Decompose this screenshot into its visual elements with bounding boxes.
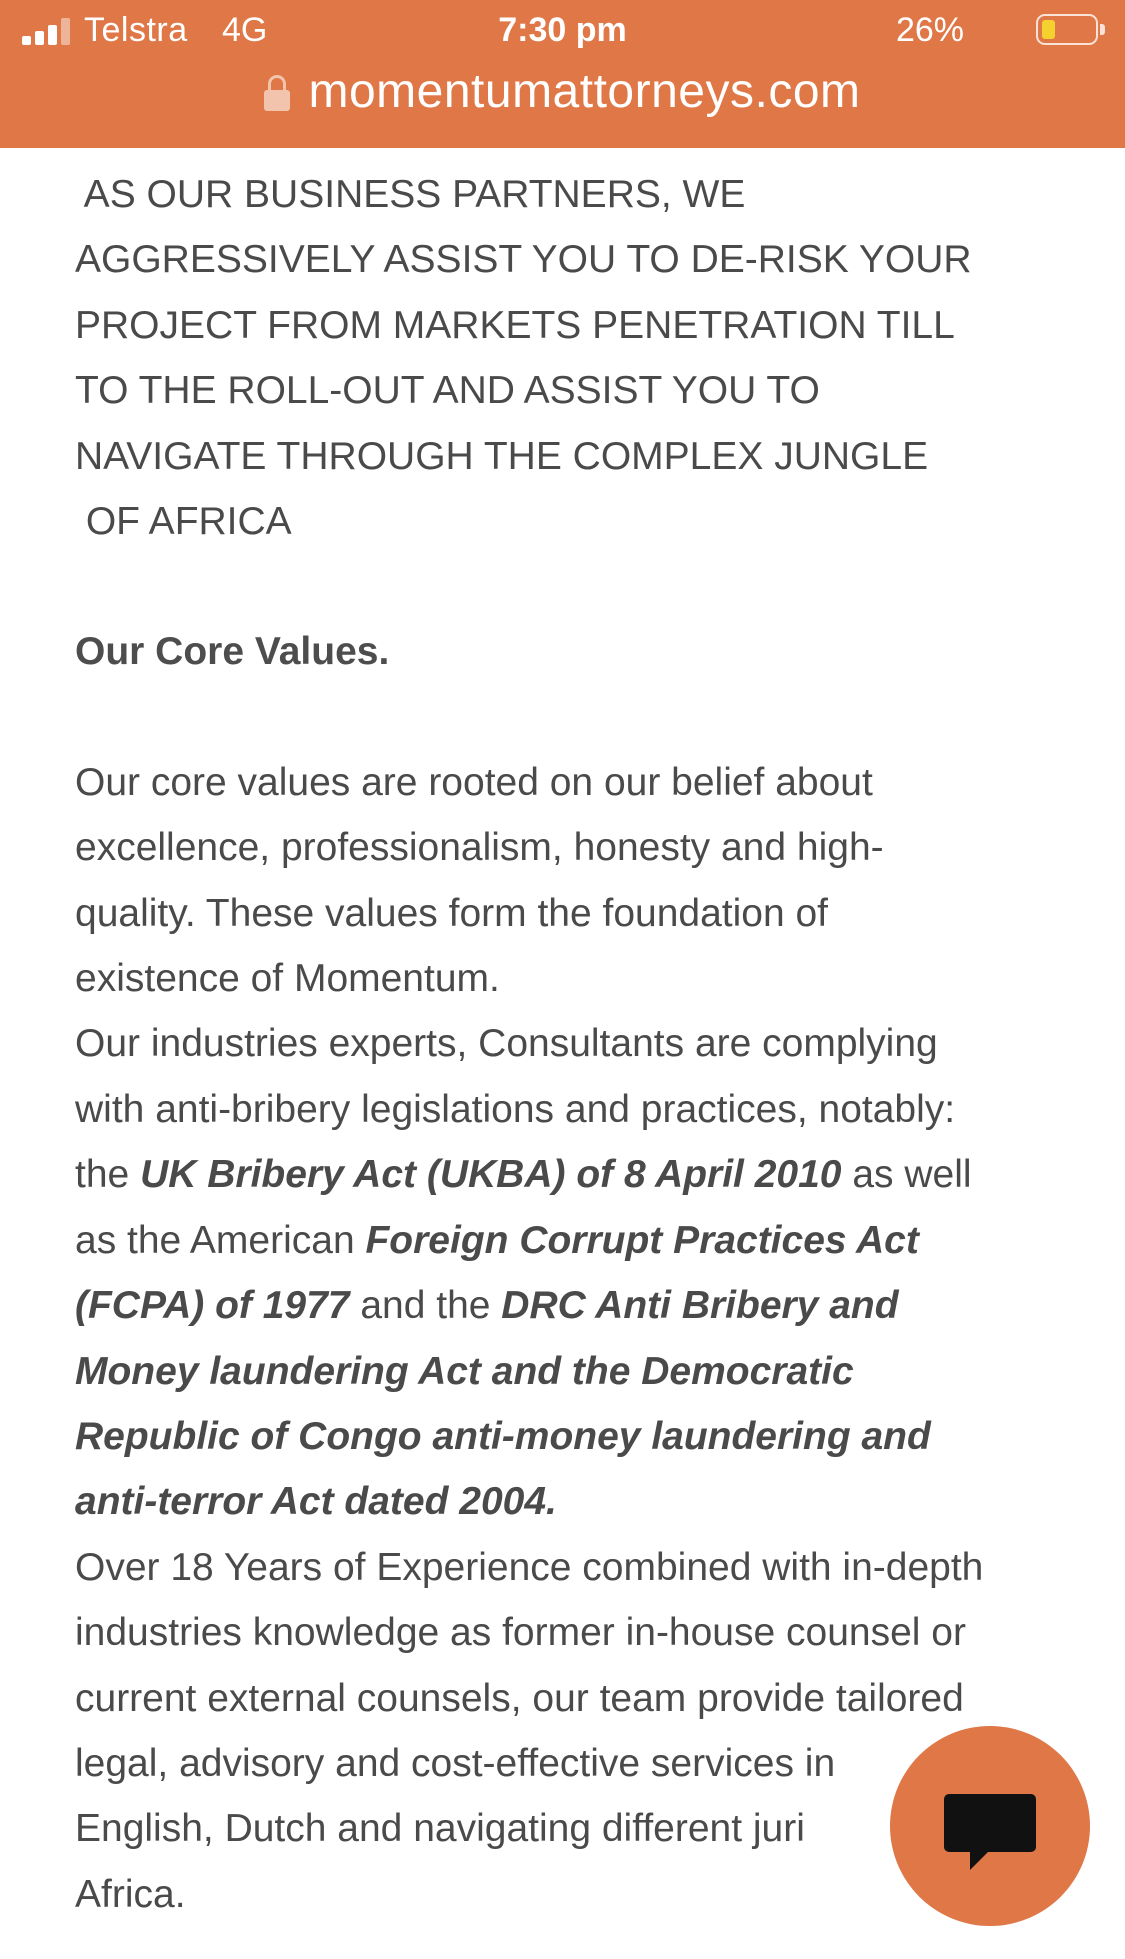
compliance-line: Our industries experts, Consultants are complying: [75, 1022, 938, 1066]
core-values-heading: Our Core Values.: [75, 630, 390, 674]
fcpa-act: Foreign Corrupt Practices Act: [365, 1218, 919, 1262]
carrier-name: Telstra: [84, 11, 188, 49]
experience-line: Africa.: [75, 1872, 186, 1916]
drc-act: anti-terror Act dated 2004.: [75, 1480, 557, 1524]
compliance-text: as the American: [75, 1218, 366, 1262]
values-line: existence of Momentum.: [75, 957, 500, 1001]
experience-line: current external counsels, our team provide tailored: [75, 1676, 964, 1720]
experience-line: legal, advisory and cost-effective services in: [75, 1741, 836, 1785]
intro-line: NAVIGATE THROUGH THE COMPLEX JUNGLE: [75, 434, 929, 478]
experience-line: Over 18 Years of Experience combined with in-depth: [75, 1545, 984, 1589]
values-line: excellence, professionalism, honesty and high-: [75, 826, 884, 870]
experience-line: industries knowledge as former in-house counsel or: [75, 1611, 966, 1655]
chat-bubble-icon: [944, 1794, 1036, 1852]
intro-line: AS OUR BUSINESS PARTNERS, WE: [75, 173, 746, 216]
compliance-text: and the: [349, 1284, 502, 1328]
lock-icon: [264, 75, 290, 111]
battery-level-fill: [1042, 20, 1055, 39]
compliance-paragraph: [75, 1011, 1095, 1534]
intro-paragraph: [75, 162, 1095, 554]
drc-act: DRC Anti Bribery and: [501, 1284, 899, 1328]
fcpa-act: (FCPA) of 1977: [75, 1284, 350, 1328]
chat-button[interactable]: [890, 1726, 1090, 1926]
drc-act: Money laundering Act and the Democratic: [75, 1349, 854, 1393]
intro-line: PROJECT FROM MARKETS PENETRATION TILL: [75, 303, 955, 347]
browser-top-bar: [0, 0, 1125, 148]
battery-percent: 26%: [895, 11, 964, 49]
intro-line: OF AFRICA: [75, 500, 292, 544]
url-text[interactable]: momentumattorneys.com: [308, 65, 861, 118]
intro-line: AGGRESSIVELY ASSIST YOU TO DE-RISK YOUR: [75, 238, 972, 282]
ukba-act: UK Bribery Act (UKBA) of 8 April 2010: [140, 1153, 842, 1197]
experience-line: English, Dutch and navigating different juri: [75, 1807, 805, 1851]
drc-act: Republic of Congo anti-money laundering and: [75, 1414, 931, 1458]
compliance-text: the: [75, 1153, 141, 1197]
core-values-paragraph: [75, 750, 1095, 1012]
values-line: quality. These values form the foundation of: [75, 891, 829, 935]
page-content: [75, 162, 1095, 1927]
address-bar[interactable]: [0, 62, 1125, 122]
status-bar: [0, 0, 1125, 62]
battery-icon: [1036, 14, 1098, 45]
network-type: 4G: [222, 11, 268, 49]
intro-line: TO THE ROLL-OUT AND ASSIST YOU TO: [75, 369, 820, 413]
clock: 7:30 pm: [498, 11, 627, 49]
values-line: Our core values are rooted on our belief about: [75, 760, 873, 804]
compliance-text: as well: [841, 1153, 972, 1197]
compliance-line: with anti-bribery legislations and practices, notably:: [75, 1087, 956, 1131]
